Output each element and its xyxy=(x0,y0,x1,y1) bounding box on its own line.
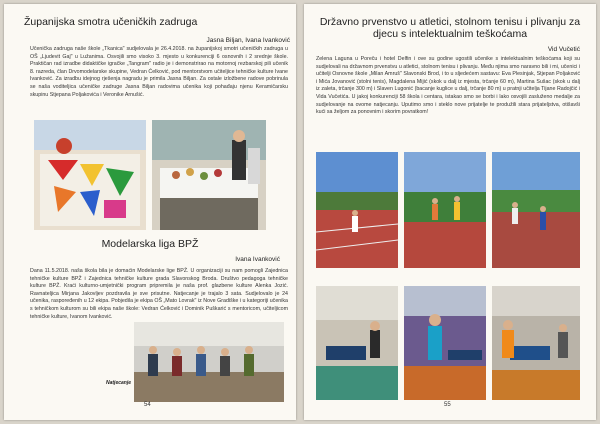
article1-body: Učenička zadruga naše škole „Tkanica" sudjelovala je 26.4.2018. na županijskoj smotri učeničkih zadruga u OŠ „Ljudevit Gaj" u Lužanima. Osvojili smo visoko 3. mjesto u konkurenciji 6 osnovnih i 2 srednje škole. Praktičan rad izradbe didaktičke igračke „Tangram" radio je i demonstrirao na motornoj rezbarskoj pili učenik 8. razreda, član Drvomodelarske skupine, Vedran Ćelković, pod mentorstvom učiteljice tehničke kulture Ivane Ivanković. Za izradbu idejnog rješenja nagradu je primila Jasna Biljan. Za ostale izložbene radove pobrinula se naša voditeljica učeničke zadruge Jasna Biljan radovima učenika koji pohađaju njenu Keramičarsku skupinu Stjepana Poljakovića i Veronike Arnušić. xyxy=(30,46,288,98)
article-author: Vid Vučetić xyxy=(547,46,580,53)
model-league-photo xyxy=(134,322,284,402)
athletics-photo-2 xyxy=(404,152,486,268)
article1-author: Jasna Biljan, Ivana Ivanković xyxy=(206,37,290,44)
table-tennis-photo-1 xyxy=(316,286,398,400)
athletics-photo-3 xyxy=(492,152,580,268)
athletics-photo-1 xyxy=(316,152,398,268)
article2-title: Modelarska liga BPŽ xyxy=(101,238,199,250)
table-tennis-photo-3 xyxy=(492,286,580,400)
right-page xyxy=(304,4,596,420)
article-title: Državno prvenstvo u atletici, stolnom tenisu i plivanju za djecu s intelektualnim teškoćama xyxy=(319,16,581,40)
tangram-photo xyxy=(34,120,146,230)
article1-title: Županijska smotra učeničkih zadruga xyxy=(24,16,198,28)
exhibition-photo xyxy=(152,120,266,230)
table-tennis-photo-2 xyxy=(404,286,486,400)
left-page xyxy=(4,4,296,420)
photo-caption: Natjecanje xyxy=(106,380,132,386)
article-body: Zelena Laguna u Poreču i hotel Delfin i ove su godine ugostili učenike s intelektualnim teškoćama koji su sudjelovali na državnom prvenstvu u atletici, stolnom tenisu i plivanju. Među njima smo naravno bili i mi, učenici i učitelji Osnovne škole „Milan Amruš" Slavonski Brod, i to u sljedećem sastavu: Eva Plesinjak, Stjepan Poljaković i Mića Jovanović (stolni tenis), Magdalena Mijić (skok u dalj iz mjesta, trčanje 60 m), Martina Sušac (skok u dalj iz zaleta, trčanje 300 m) i Slaven Lugonić (bacanje kuglice u dalj, trčanje 80 m) u pratnji učitelja Tijane Radojčić i Vida Vučetića. U jakoj konkurenciji 58 škola i centara, istakao smo se borbi i lako osvojili zasluženo medalje za sudjelovanje na ovome natjecanju. Uputimo smo i steklo nove prijatelje te produžili stara prijateljstva, otišavši kući sa željom za ponovnim i skorim povratkom! xyxy=(316,56,580,116)
article2-body: Dana 11.5.2018. naša škola bila je domaćin Modelarske lige BPŽ. U organizaciji su nam pomogli Zajednica tehničke kulture BPŽ i Zajednica tehničke kulture grada Slavonskog Broda. Društvo pedagoga tehničke kulture BPŽ. Kraći kulturno-umjetnički program pripremila je naša prof. glazbene kulture Alenka Jozić. Ravnateljica Mirjana Jakovljev pozdravila je sve prisutne. Natjecanje je trajalo 3 sata. Sudjelovalo je 24 učenika, raspoređenih u 12 ekipa. Pobjedila je ekipa OŠ „Mato Lovrak" iz Nove Gradiške i u kategoriji učenika s tehničkom kulturom su bili ekipa naše škole: Vedran Ćelković i Dominik Puškarić s mentoricom, učiteljicom tehničke kulture, Ivanom Ivanković. xyxy=(30,268,288,320)
article2-author: Ivana Ivanković xyxy=(235,256,280,263)
page-number-right: 55 xyxy=(444,402,451,408)
page-number-left: 54 xyxy=(144,402,151,408)
